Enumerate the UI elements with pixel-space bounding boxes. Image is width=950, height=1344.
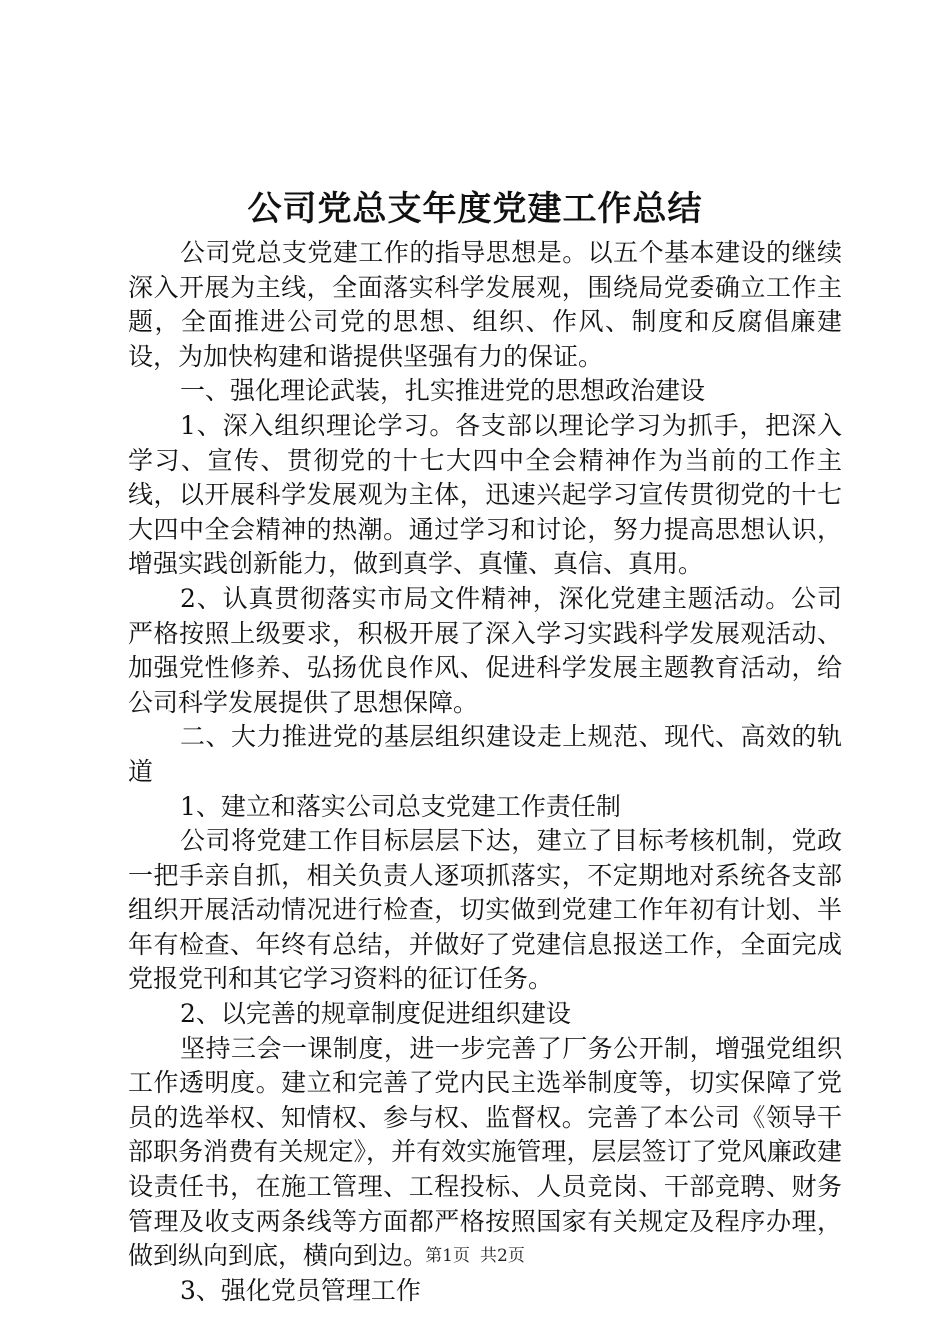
- intro-paragraph: 公司党总支党建工作的指导思想是。以五个基本建设的继续深入开展为主线，全面落实科学发展观，围绕局党委确立工作主题，全面推进公司党的思想、组织、作风、制度和反腐倡廉建设，为加快构建和谐提供坚强有力的保证。: [128, 238, 842, 371]
- section-heading-1: 一、强化理论武装，扎实推进党的思想政治建设: [180, 376, 706, 406]
- paragraph-2-2: 坚持三会一课制度，进一步完善了厂务公开制，增强党组织工作透明度。建立和完善了党内民主选举制度等，切实保障了党员的选举权、知情权、参与权、监督权。完善了本公司《领导干部职务消费有关规定》，并有效实施管理，层层签订了党风廉政建设责任书，在施工管理、工程投标、人员竞岗、干部竞聘、财务管理及收支两条线等方面都严格按照国家有关规定及程序办理，做到纵向到底，横向到边。: [128, 1033, 842, 1271]
- subheading-2-1: 1、建立和落实公司总支党建工作责任制: [180, 791, 621, 821]
- page-footer: [0, 1244, 950, 1268]
- paragraph-1-1: 1、深入组织理论学习。各支部以理论学习为抓手，把深入学习、宣传、贯彻党的十七大四中全会精神作为当前的工作主线，以开展科学发展观为主体，迅速兴起学习宣传贯彻党的十七大四中全会精神的热潮。通过学习和讨论，努力提高思想认识，增强实践创新能力，做到真学、真懂、真信、真用。: [128, 410, 842, 579]
- current-page-number: 第1页: [425, 1246, 470, 1266]
- section-heading-2: 二、大力推进党的基层组织建设走上规范、现代、高效的轨道: [128, 722, 842, 786]
- subheading-2-2: 2、以完善的规章制度促进组织建设: [180, 999, 571, 1029]
- total-pages: 共2页: [480, 1246, 525, 1266]
- paragraph-2-1: 公司将党建工作目标层层下达，建立了目标考核机制，党政一把手亲自抓，相关负责人逐项抓落实，不定期地对系统各支部组织开展活动情况进行检查，切实做到党建工作年初有计划、半年有检查、年终有总结，并做好了党建信息报送工作，全面完成党报党刊和其它学习资料的征订任务。: [128, 826, 842, 994]
- document-body: [128, 236, 842, 1308]
- subheading-2-3: 3、强化党员管理工作: [180, 1275, 421, 1305]
- document-title: 公司党总支年度党建工作总结: [247, 189, 703, 229]
- paragraph-1-2: 2、认真贯彻落实市局文件精神，深化党建主题活动。公司严格按照上级要求，积极开展了深入学习实践科学发展观活动、加强党性修养、弘扬优良作风、促进科学发展主题教育活动，给公司科学发展提供了思想保障。: [128, 583, 842, 717]
